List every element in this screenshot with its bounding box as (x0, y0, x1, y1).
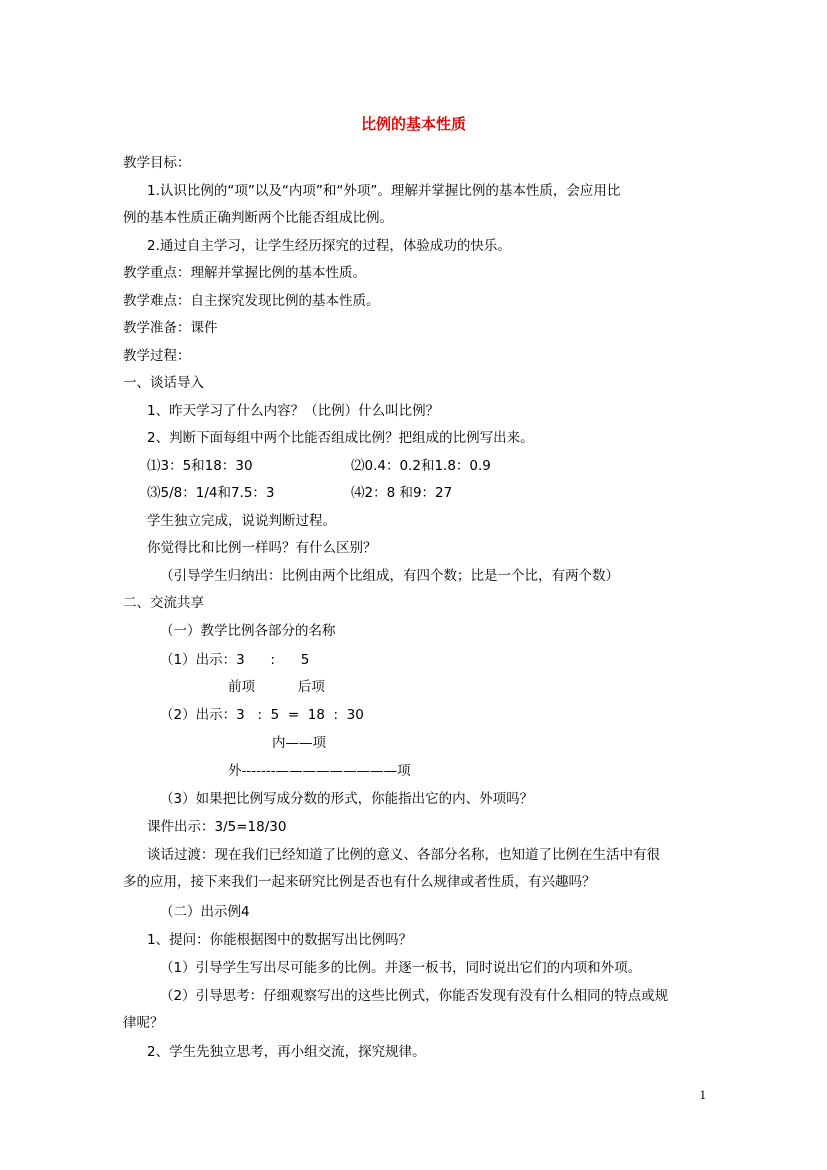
exercise-2: ⑵0.4：0.2和1.8：0.9 (351, 458, 491, 474)
section-1-heading: 一、谈话导入 (123, 375, 204, 391)
display-2: （2）出示：3 : 5 = 18 : 30 (160, 707, 364, 723)
teaching-goals-heading: 教学目标： (123, 155, 191, 171)
guide-step-2-line-2: 律呢？ (123, 1015, 164, 1031)
exercise-3: ⑶5/8：1/4和7.5：3 (147, 485, 275, 501)
question-difference: 你觉得比和比例一样吗？有什么区别？ (147, 540, 377, 556)
summary-note: （引导学生归纳出：比例由两个比组成，有四个数；比是一个比，有两个数） (160, 568, 619, 584)
document-title: 比例的基本性质 (360, 115, 466, 133)
exercise-4: ⑷2：8 和9：27 (351, 485, 453, 501)
subsection-1-heading: （一）教学比例各部分的名称 (160, 623, 336, 639)
goal-1-line-2: 例的基本性质正确判断两个比能否组成比例。 (123, 210, 393, 226)
process-heading: 教学过程： (123, 348, 191, 364)
difficult-point: 教学难点：自主探究发现比例的基本性质。 (123, 293, 380, 309)
section-2-heading: 二、交流共享 (123, 595, 204, 611)
preparation: 教学准备：课件 (123, 320, 218, 336)
goal-2: 2.通过自主学习，让学生经历探究的过程，体验成功的快乐。 (147, 238, 511, 254)
guide-step-1: （1）引导学生写出尽可能多的比例。并逐一板书，同时说出它们的内项和外项。 (160, 960, 642, 976)
term-labels: 前项 后项 (228, 679, 325, 695)
student-think: 2、学生先独立思考，再小组交流，探究规律。 (147, 1044, 426, 1060)
student-work: 学生独立完成，说说判断过程。 (147, 513, 336, 529)
exercise-1: ⑴3：5和18：30 (147, 458, 253, 474)
transition-line-2: 多的应用，接下来我们一起来研究比例是否也有什么规律或者性质，有兴趣吗？ (123, 874, 596, 890)
courseware-display: 课件出示：3/5=18/30 (147, 819, 287, 835)
guide-step-2-line-1: （2）引导思考：仔细观察写出的这些比例式，你能否发现有没有什么相同的特点或规 (160, 988, 669, 1004)
goal-1-line-1: 1.认识比例的“项”以及“内项”和“外项”。理解并掌握比例的基本性质，会应用比 (147, 183, 621, 199)
key-point: 教学重点：理解并掌握比例的基本性质。 (123, 265, 366, 281)
question-2: 2、判断下面每组中两个比能否组成比例？把组成的比例写出来。 (147, 430, 534, 446)
prompt-question: 1、提问：你能根据图中的数据写出比例吗？ (147, 932, 413, 948)
page-number: 1 (699, 1087, 706, 1102)
transition-line-1: 谈话过渡：现在我们已经知道了比例的意义、各部分名称，也知道了比例在生活中有很 (147, 847, 660, 863)
question-fraction-form: （3）如果把比例写成分数的形式，你能指出它的内、外项吗？ (160, 791, 534, 807)
question-1: 1、昨天学习了什么内容？（比例）什么叫比例？ (147, 403, 440, 419)
outer-term-label: 外-------—————————项 (228, 763, 411, 779)
inner-term-label: 内——项 (272, 735, 326, 751)
subsection-2-heading: （二）出示例4 (160, 904, 250, 920)
display-1: （1）出示：3 : 5 (160, 652, 310, 668)
